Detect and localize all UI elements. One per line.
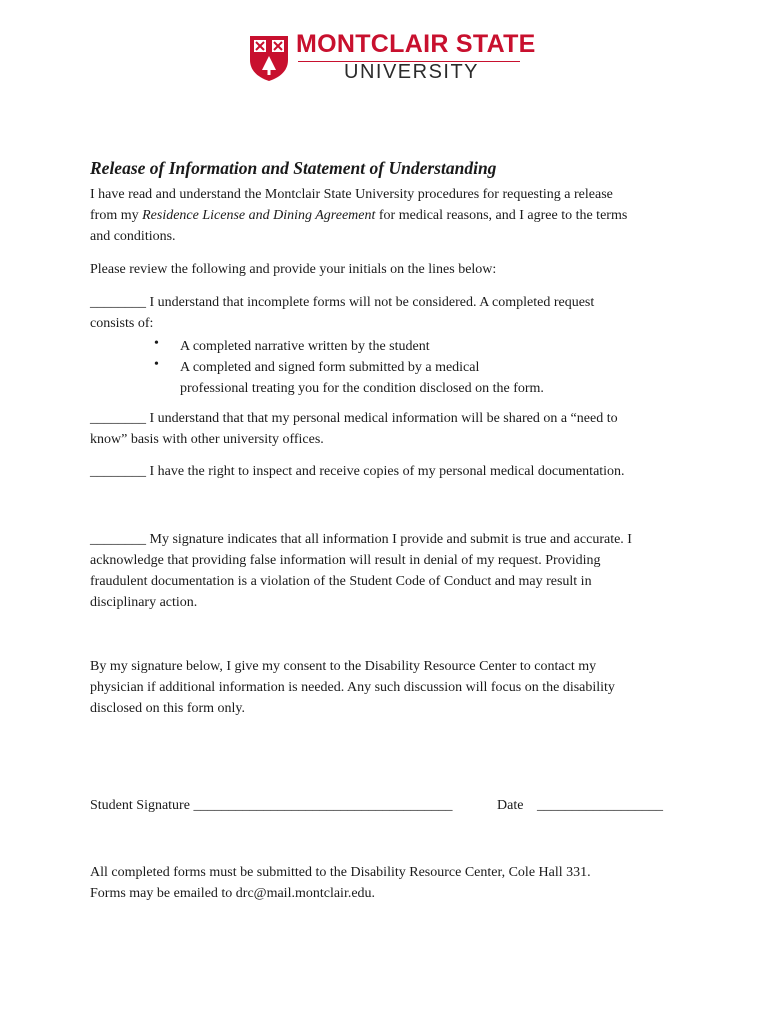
date-label: Date: [497, 798, 524, 813]
intro-line-2: [90, 205, 690, 226]
bullet-line-1: A completed and signed form submitted by a medical: [180, 360, 480, 375]
item2-line-1: ________ I understand that that my personal medical information will be shared on a “need to: [90, 411, 618, 426]
logo-subtitle: UNIVERSITY: [344, 61, 480, 83]
item4-line-4: disciplinary action.: [90, 595, 198, 610]
consent-line-2: physician if additional information is needed. Any such discussion will focus on the disability: [90, 680, 615, 695]
intro-paragraph: [90, 184, 690, 247]
intro-line-1: I have read and understand the Montclair State University procedures for requesting a release: [90, 187, 613, 202]
instruction-text: [90, 259, 690, 280]
submission-footer: [90, 862, 690, 904]
consent-line-1: By my signature below, I give my consent to the Disability Resource Center to contact my: [90, 659, 597, 674]
item4-line-3: fraudulent documentation is a violation of the Student Code of Conduct and may result in: [90, 574, 592, 589]
footer-line-1: All completed forms must be submitted to the Disability Resource Center, Cole Hall 331.: [90, 865, 591, 880]
signature-line[interactable]: _____________________________________: [193, 798, 453, 813]
intro-text: from my: [90, 208, 143, 223]
form-title: Release of Information and Statement of Understanding: [90, 158, 497, 178]
logo-wordmark: MONTCLAIR STATE: [296, 30, 536, 58]
signature-row: [90, 798, 690, 814]
instruction-line: Please review the following and provide your initials on the lines below:: [90, 262, 497, 277]
agreement-name: Residence License and Dining Agreement: [142, 208, 376, 223]
shield-crest-icon: [248, 34, 290, 82]
item1-line-1: ________ I understand that incomplete forms will not be considered. A completed request: [90, 295, 595, 310]
item1-line-2: consists of:: [90, 316, 154, 331]
signature-label: Student Signature: [90, 798, 190, 813]
bullet-line-2: professional treating you for the condition disclosed on the form.: [180, 381, 544, 396]
initial-item-information-sharing: [90, 408, 690, 450]
initial-item-inspect-rights: [90, 461, 690, 482]
bullet-item-narrative: A completed narrative written by the student: [180, 339, 430, 354]
consent-line-3: disclosed on this form only.: [90, 701, 246, 716]
bullet-item-signed-form: [180, 357, 544, 399]
bullet-icon: •: [154, 336, 159, 351]
university-logo: [248, 30, 536, 86]
bullet-icon: •: [154, 357, 159, 372]
initial-item-incomplete-forms: [90, 292, 690, 334]
item4-line-1: ________ My signature indicates that all information I provide and submit is true and accurate. I: [90, 532, 632, 547]
intro-text: for medical reasons, and I agree to the terms: [375, 208, 628, 223]
item2-line-2: know” basis with other university offices.: [90, 432, 324, 447]
item3-line: ________ I have the right to inspect and receive copies of my personal medical documentation.: [90, 464, 625, 479]
initial-item-signature-truth: [90, 529, 690, 613]
footer-line-2: Forms may be emailed to drc@mail.montclair.edu.: [90, 886, 376, 901]
date-line[interactable]: __________________: [537, 798, 663, 813]
consent-paragraph: [90, 656, 690, 719]
item4-line-2: acknowledge that providing false information will result in denial of my request. Providing: [90, 553, 601, 568]
intro-line-3: and conditions.: [90, 229, 176, 244]
